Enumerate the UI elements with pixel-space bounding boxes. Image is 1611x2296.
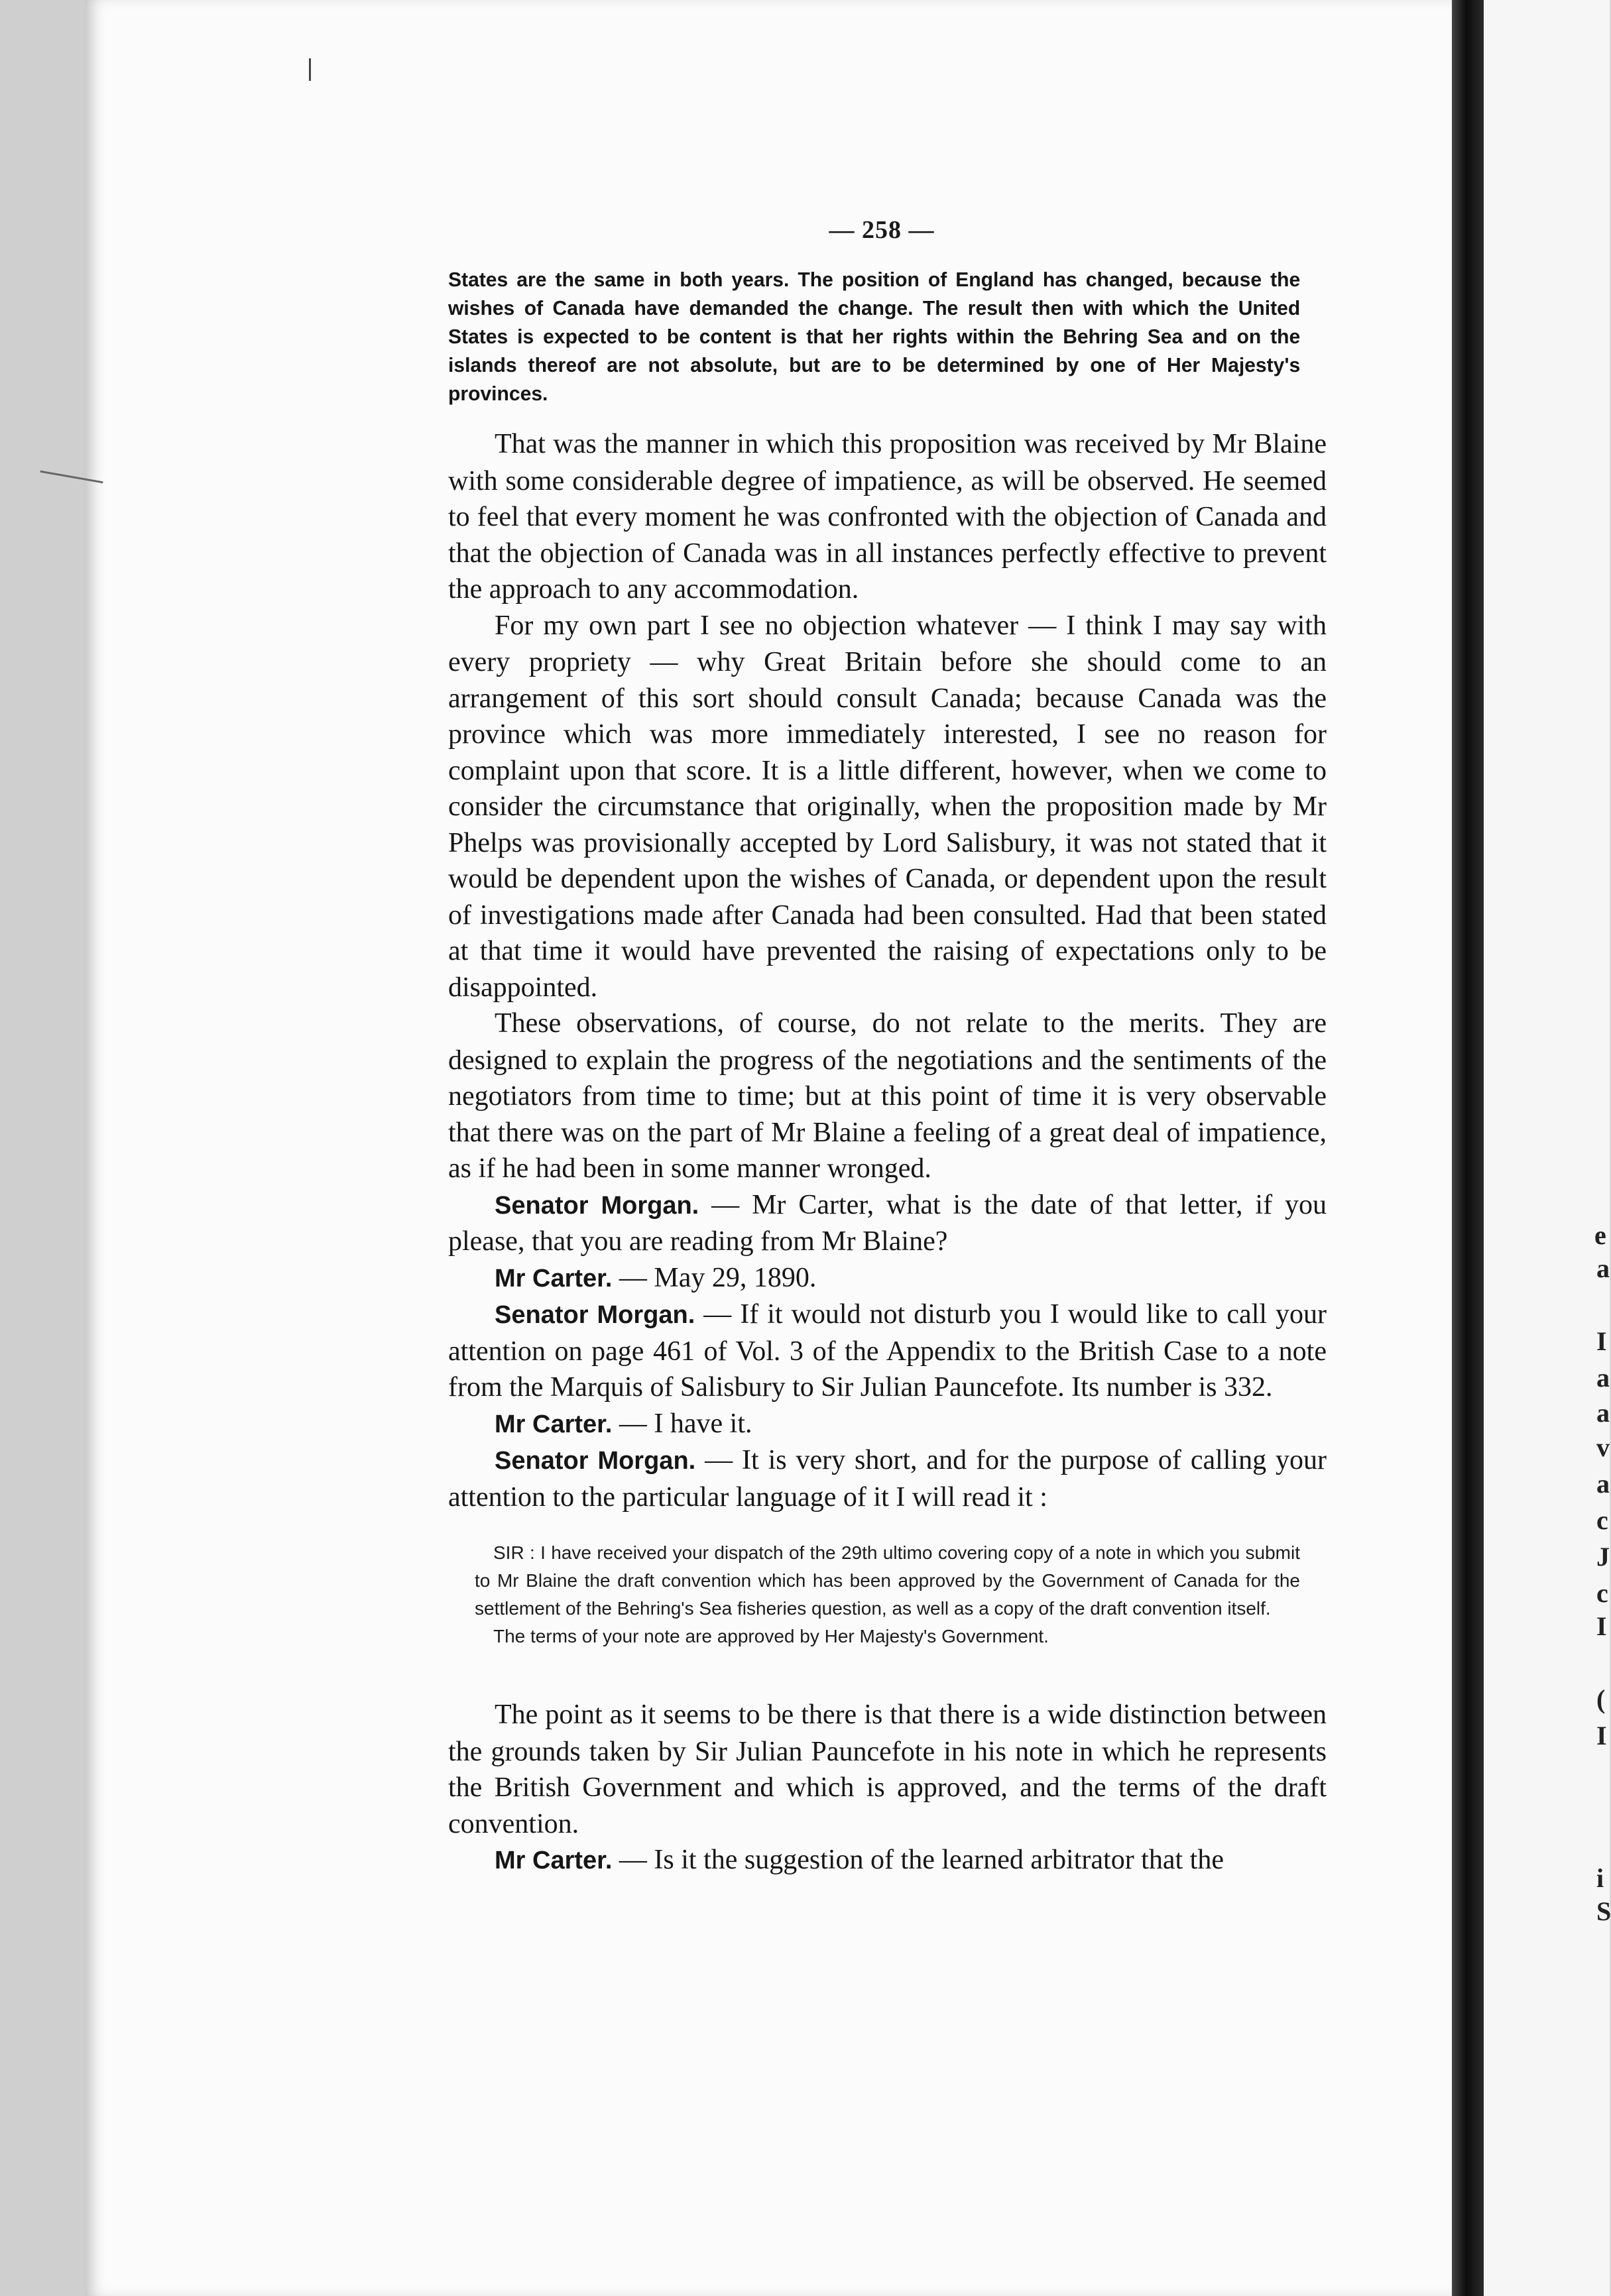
book-gutter <box>1452 0 1484 2296</box>
speaker-label: Mr Carter. <box>495 1847 613 1874</box>
scan-mark-top <box>309 58 311 81</box>
paragraph <box>448 1187 1327 1260</box>
paragraph-text: — Is it the suggestion of the learned arbitrator that the <box>612 1845 1224 1875</box>
paragraph-text: The point as it seems to be there is that there is a wide distinction between the grounds taken by Sir Julian Pauncefote in his note in which he represents the British Government and which is approved, and the terms of the draft convention. <box>448 1699 1327 1839</box>
block-quotation <box>475 1539 1300 1650</box>
next-page-fragment: a <box>1596 1253 1610 1283</box>
paragraph-text: — I have it. <box>612 1408 752 1439</box>
paragraph <box>448 1296 1327 1406</box>
paragraph-text: — Mr Carter, what is the date of that letter, if you please, that you are reading from Mr Blaine? <box>448 1189 1327 1257</box>
paragraph-text: — It is very short, and for the purpose of calling your attention to the particular language of it I will read it : <box>448 1445 1327 1513</box>
speaker-label: Senator Morgan. <box>495 1301 695 1329</box>
continued-quotation: States are the same in both years. The position of England has changed, because the wishes of Canada have demanded the change. The result then with which the United States is expected to be content is that her rights within the Behring Sea and on the islands thereof are not absolute, but are to be determined by one of Her Majesty's provinces. <box>448 268 1301 405</box>
next-page-fragment: J <box>1596 1542 1610 1572</box>
next-page-fragment: a <box>1596 1469 1610 1499</box>
next-page-fragment: i <box>1596 1863 1604 1893</box>
next-page-fragment: I <box>1596 1326 1607 1356</box>
next-page-fragment: S <box>1596 1896 1611 1926</box>
speaker-label: Mr Carter. <box>495 1410 613 1438</box>
quotation-paragraph: The terms of your note are approved by Her Majesty's Government. <box>493 1626 1049 1646</box>
page-number: — 258 — <box>829 216 935 244</box>
paragraph-text: That was the manner in which this proposition was received by Mr Blaine with some considerable degree of impatience, as will be observed. He seemed to feel that every moment he was confronted with the objection of Canada and that the objection of Canada was in all instances perfectly effective to prevent the approach to any accommodation. <box>448 429 1327 604</box>
page-body <box>448 265 1327 1879</box>
next-page-fragment: a <box>1596 1363 1610 1393</box>
next-page-fragment: I <box>1596 1611 1607 1641</box>
paragraph <box>448 1842 1327 1879</box>
speaker-label: Senator Morgan. <box>495 1447 696 1475</box>
next-page-fragment: c <box>1596 1578 1608 1608</box>
next-page-edge <box>1484 0 1610 2296</box>
paragraph-text: — If it would not disturb you I would like to call your attention on page 461 of Vol. 3 of the Appendix to the British Case to a note from the Marquis of Salisbury to Sir Julian Pauncefote. Its number is 332. <box>448 1299 1327 1403</box>
paragraph <box>448 1697 1327 1842</box>
paragraph <box>448 1406 1327 1443</box>
next-page-fragment: I <box>1596 1721 1607 1751</box>
speaker-label: Mr Carter. <box>495 1264 613 1292</box>
paragraph <box>448 1442 1327 1515</box>
paragraph-text: — May 29, 1890. <box>612 1262 817 1293</box>
paragraph <box>448 1260 1327 1297</box>
speaker-label: Senator Morgan. <box>495 1191 699 1220</box>
paragraph-text: For my own part I see no objection whatever — I think I may say with every propriety — why Great Britain before she should come to an arrangement of this sort should consult Canada; because Canada was the province which was more immediately interested, I see no reason for complaint upon that score. It is a little different, however, when we come to consider the circumstance that originally, when the proposition made by Mr Phelps was provisionally accepted by Lord Salisbury, it was not stated that it would be dependent upon the wishes of Canada, or dependent upon the result of investigations made after Canada had been consulted. Had that been stated at that time it would have prevented the raising of expectations only to be disappointed. <box>448 610 1327 1003</box>
next-page-fragment: v <box>1596 1432 1610 1462</box>
quotation-paragraph: SIR : I have received your dispatch of the 29th ultimo covering copy of a note in which you submit to Mr Blaine the draft convention which has been approved by the Government of Canada for the settlement of the Behring's Sea fisheries question, as well as a copy of the draft convention itself. <box>475 1542 1300 1619</box>
next-page-fragment: a <box>1596 1398 1610 1428</box>
paragraph <box>448 1005 1327 1187</box>
paragraph <box>448 608 1327 1006</box>
next-page-fragment: ( <box>1596 1684 1606 1714</box>
next-page-fragment: c <box>1596 1505 1608 1535</box>
next-page-fragment: e <box>1594 1220 1606 1250</box>
paragraph-text: These observations, of course, do not relate to the merits. They are designed to explain the progress of the negotiations and the sentiments of the negotiators from time to time; but at this point of time it is very observable that there was on the part of Mr Blaine a feeling of a great deal of impatience, as if he had been in some manner wronged. <box>448 1008 1327 1184</box>
paragraph <box>448 426 1327 608</box>
